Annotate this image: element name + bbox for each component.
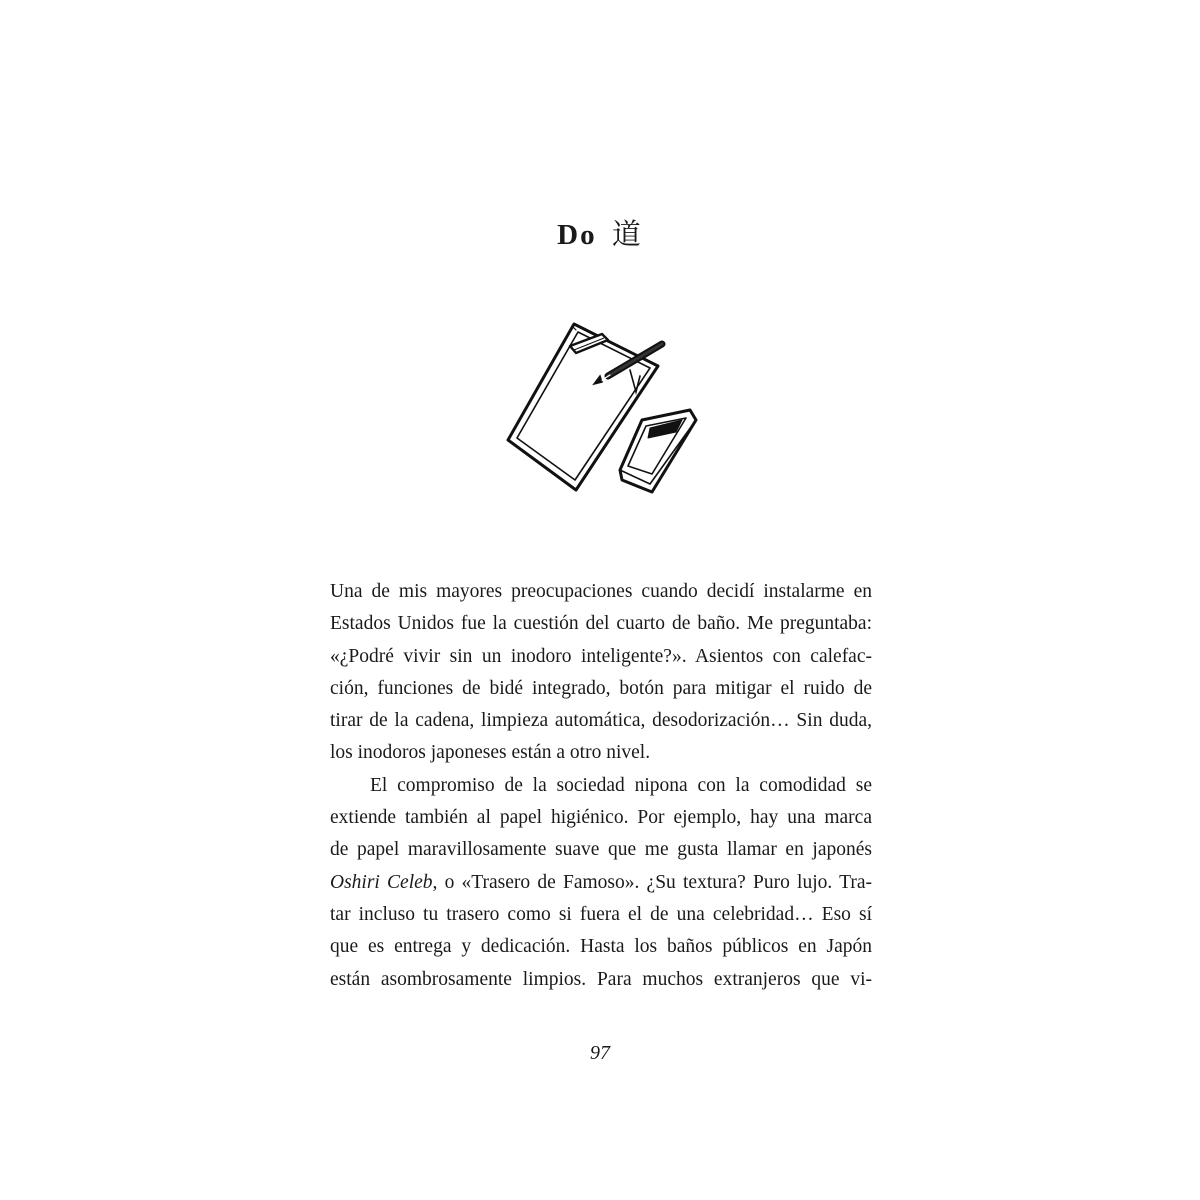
chapter-title — [0, 212, 1200, 257]
text-fragment: , o «Trasero de Famoso». ¿Su textura? Puro lujo. Tra- — [432, 871, 872, 893]
text-line: ción, funciones de bidé integrado, botón para mitigar el ruido de — [330, 677, 872, 699]
calligraphy-paper-brush-inkstone-icon — [490, 310, 720, 510]
text-line: que es entrega y dedicación. Hasta los baños públicos en Japón — [330, 936, 872, 958]
text-line: Estados Unidos fue la cuestión del cuarto de baño. Me preguntaba: — [330, 613, 872, 635]
body-text — [330, 576, 872, 996]
chapter-title-latin: Do — [557, 219, 597, 251]
text-line: tar incluso tu trasero como si fuera el de una celebridad… Eso sí — [330, 903, 872, 925]
inkstone-icon — [620, 410, 696, 492]
text-line: El compromiso de la sociedad nipona con la comodidad se — [370, 774, 872, 796]
text-line: Una de mis mayores preocupaciones cuando decidí instalarme en — [330, 581, 872, 602]
chapter-title-kanji: 道 — [611, 217, 643, 251]
text-line: tirar de la cadena, limpieza automática, desodorización… Sin duda, — [330, 710, 872, 732]
brush-rest-icon — [630, 370, 640, 392]
text-line: de papel maravillosamente suave que me gusta llamar en japonés — [330, 839, 872, 861]
text-line: «¿Podré vivir sin un inodoro inteligente?». Asientos con calefac- — [330, 645, 872, 667]
text-line: los inodoros japoneses están a otro nivel. — [330, 742, 651, 764]
text-line: están asombrosamente limpios. Para muchos extranjeros que vi- — [330, 968, 872, 990]
text-line: extiende también al papel higiénico. Por ejemplo, hay una marca — [330, 807, 872, 829]
page-number: 97 — [590, 1042, 610, 1064]
text-line — [330, 867, 872, 899]
italic-term: Oshiri Celeb — [330, 871, 433, 893]
